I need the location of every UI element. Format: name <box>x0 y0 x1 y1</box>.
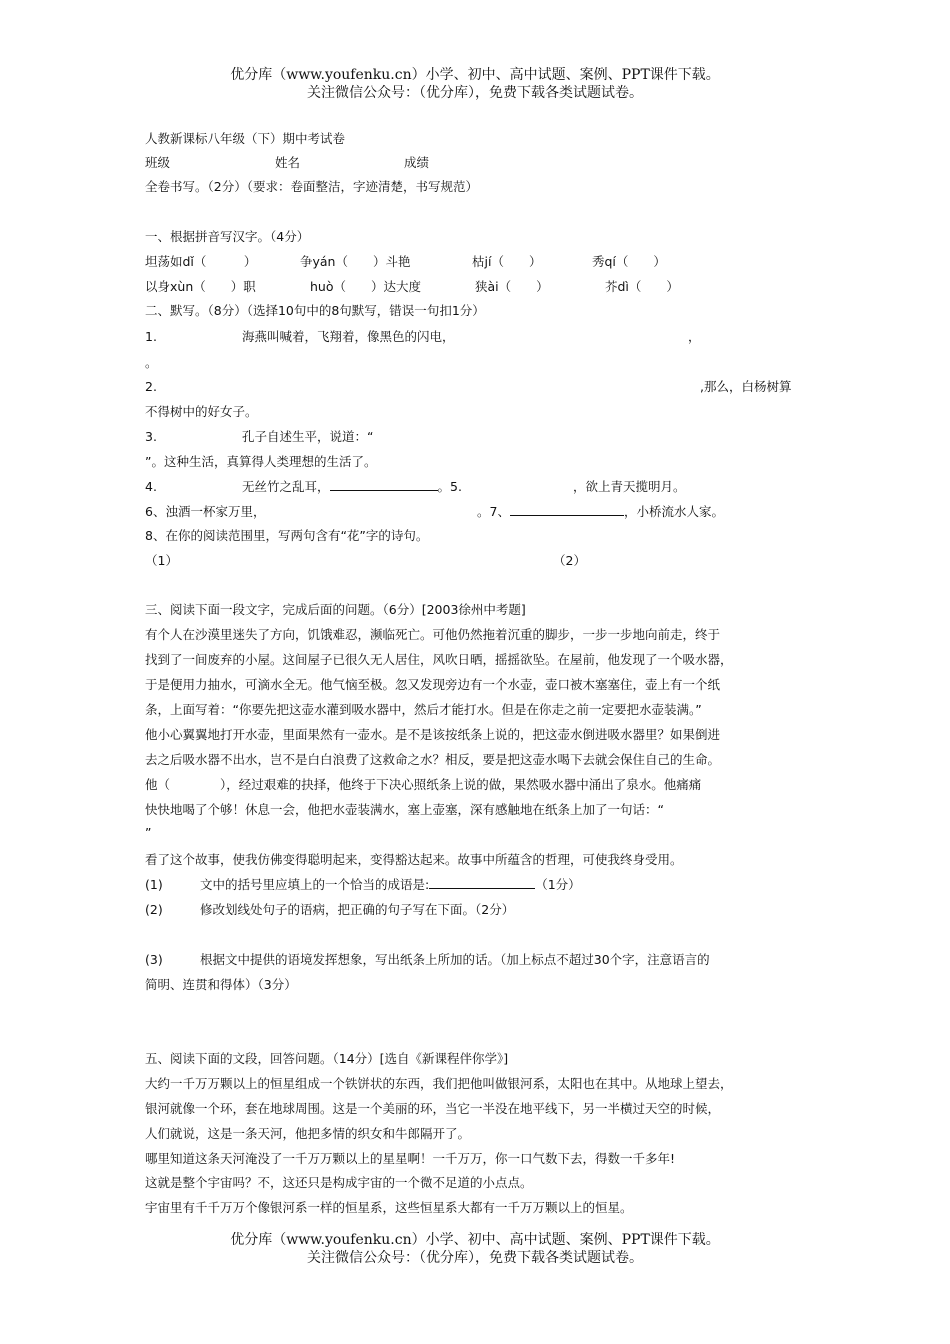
reading-q3: 根据文中提供的语境发挥想象，写出纸条上所加的话。（加上标点不超过30个字，注意语言的 <box>200 952 710 967</box>
section-2-title: 二、默写。（8分）（选择10句中的8句默写，错误一句扣1分） <box>145 303 485 318</box>
footer-line-1: 优分库（www.youfenku.cn）小学、初中、高中试题、案例、PPT课件下载。 <box>230 1232 720 1248</box>
pinyin-item: 狭ài（ ） <box>475 279 549 294</box>
passage-line: 去之后吸水器不出水，岂不是白白浪费了这救命之水？相反，要是把这壶水喝下去就会保住自己的生命。 <box>145 752 721 767</box>
recite-q4-line <box>242 478 462 496</box>
pinyin-item: 枯jí（ ） <box>472 254 542 269</box>
question-number: 4. <box>145 479 157 494</box>
pinyin-item: 秀qí（ ） <box>592 254 666 269</box>
section-3-title: 三、阅读下面一段文字，完成后面的问题。（6分）[2003徐州中考题] <box>145 602 526 617</box>
header-line-1: 优分库（www.youfenku.cn）小学、初中、高中试题、案例、PPT课件下载。 <box>230 67 720 83</box>
recite-q1: 海燕叫喊着，飞翔着，像黑色的闪电， <box>242 329 455 344</box>
passage-line: 这就是整个宇宙吗？不，这还只是构成宇宙的一个微不足道的小点点。 <box>145 1175 533 1190</box>
name-label: 姓名 <box>275 155 301 170</box>
recite-q7-num: 。7、 <box>477 504 510 519</box>
passage-line: 他（ ），经过艰难的抉择，他终于下决心照纸条上说的做，果然吸水器中涌出了泉水。他痛痛 <box>145 777 702 792</box>
pinyin-item: 坦荡如dǐ（ ） <box>145 254 257 269</box>
class-label: 班级 <box>145 155 171 170</box>
pinyin-item: 争yán（ ）斗艳 <box>300 254 411 269</box>
recite-q5-num: 。5. <box>437 479 462 494</box>
answer-blank[interactable] <box>510 503 624 516</box>
passage-line: 人们就说，这是一条天河，他把多情的织女和牛郎隔开了。 <box>145 1126 471 1141</box>
reading-q3-cont: 简明、连贯和得体）（3分） <box>145 977 297 992</box>
passage-line: 哪里知道这条天河淹没了一千万万颗以上的星星啊！一千万万，你一口气数下去，得数一千多年! <box>145 1151 676 1166</box>
question-number: (1) <box>145 877 163 892</box>
passage-line: 于是便用力抽水，可滴水全无。他气恼至极。忽又发现旁边有一个水壶，壶口被木塞塞住，壶上有一个纸 <box>145 677 721 692</box>
recite-q7: ，小桥流水人家。 <box>623 504 724 519</box>
question-number: 3. <box>145 429 157 444</box>
section-1-title: 一、根据拼音写汉字。（4分） <box>145 229 310 244</box>
recite-q7-line <box>477 503 724 521</box>
question-number: 2. <box>145 379 157 394</box>
recite-q6: 6、浊酒一杯家万里， <box>145 504 266 519</box>
pinyin-item: huò（ ）达大度 <box>310 279 421 294</box>
recite-q8-a: （1） <box>145 553 178 568</box>
question-number: (2) <box>145 902 163 917</box>
passage-line: 条，上面写着：“你要先把这壶水灌到吸水器中，然后才能打水。但是在你走之前一定要把水壶装满。” <box>145 702 702 717</box>
recite-q2: ,那么，白杨树算 <box>700 379 792 394</box>
recite-q4: 无丝竹之乱耳， <box>242 479 330 494</box>
pinyin-item: 芥dì（ ） <box>605 279 679 294</box>
header-line-2: 关注微信公众号：（优分库），免费下载各类试题试卷。 <box>307 85 643 101</box>
reading-q1: 文中的括号里应填上的一个恰当的成语是: <box>200 877 430 892</box>
passage-line: ” <box>145 825 152 840</box>
recite-q5: ，欲上青天揽明月。 <box>573 479 686 494</box>
score-label: 成绩 <box>404 155 430 170</box>
recite-q3-cont: ”。这种生活，真算得人类理想的生活了。 <box>145 454 377 469</box>
passage-line: 宇宙里有千千万万个像银河系一样的恒星系，这些恒星系大都有一千万万颗以上的恒星。 <box>145 1200 633 1215</box>
passage-line: 找到了一间废弃的小屋。这间屋子已很久无人居住，风吹日晒，摇摇欲坠。在屋前，他发现了一个吸水器， <box>145 652 733 667</box>
question-number: 1. <box>145 329 157 344</box>
exam-title: 人教新课标八年级（下）期中考试卷 <box>145 131 346 146</box>
reading-q1-score: （1分） <box>535 877 581 892</box>
recite-q3: 孔子自述生平，说道：“ <box>242 429 374 444</box>
answer-blank[interactable] <box>429 876 535 889</box>
pinyin-item: 以身xùn（ ）职 <box>145 279 256 294</box>
section-5-title: 五、阅读下面的文段，回答问题。（14分）[选自《新课程伴你学》] <box>145 1051 509 1066</box>
handwriting-note: 全卷书写。（2分）（要求：卷面整洁，字迹清楚，书写规范） <box>145 179 478 194</box>
passage-line: 有个人在沙漠里迷失了方向，饥饿难忍，濒临死亡。可他仍然拖着沉重的脚步，一步一步地向前走，终于 <box>145 627 721 642</box>
recite-q8: 8、在你的阅读范围里，写两句含有“花”字的诗句。 <box>145 528 429 543</box>
recite-q1-comma: ， <box>688 329 701 344</box>
passage-line: 快快地喝了个够！休息一会，他把水壶装满水，塞上壶塞，深有感触地在纸条上加了一句话：“ <box>145 802 664 817</box>
passage-line: 银河就像一个环，套在地球周围。这是一个美丽的环，当它一半没在地平线下，另一半横过天空的时候， <box>145 1101 721 1116</box>
reading-q2: 修改划线处句子的语病，把正确的句子写在下面。（2分） <box>200 902 515 917</box>
passage-line: 看了这个故事，使我仿佛变得聪明起来，变得豁达起来。故事中所蕴含的哲理，可使我终身受用。 <box>145 852 683 867</box>
passage-line: 他小心翼翼地打开水壶，里面果然有一壶水。是不是该按纸条上说的，把这壶水倒进吸水器里？如果倒进 <box>145 727 721 742</box>
recite-q1-end: 。 <box>145 355 158 370</box>
answer-blank[interactable] <box>330 478 438 491</box>
recite-q8-b: （2） <box>553 553 586 568</box>
question-number: (3) <box>145 952 163 967</box>
recite-q2-cont: 不得树中的好女子。 <box>145 404 258 419</box>
passage-line: 大约一千万万颗以上的恒星组成一个铁饼状的东西，我们把他叫做银河系，太阳也在其中。从地球上望去， <box>145 1076 733 1091</box>
reading-q1-line <box>200 876 581 894</box>
footer-line-2: 关注微信公众号：（优分库），免费下载各类试题试卷。 <box>307 1250 643 1266</box>
